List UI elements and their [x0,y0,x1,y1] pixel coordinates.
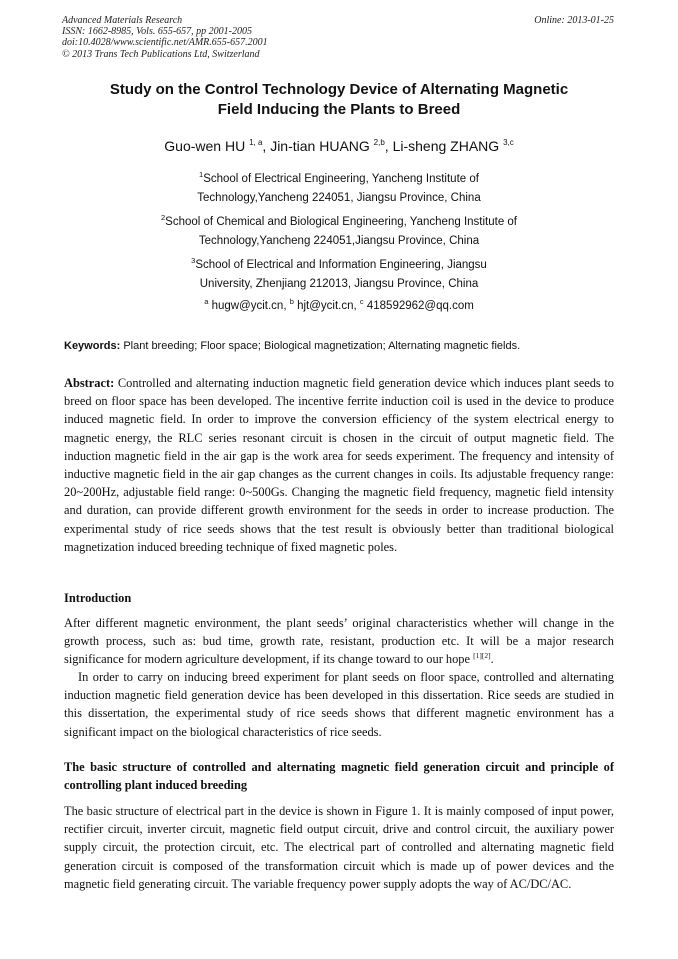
title-line-2: Field Inducing the Plants to Breed [217,101,461,118]
keywords [64,338,624,354]
email-b: hjt@ycit.cn, [297,300,357,312]
affiliation-3 [64,256,614,294]
email-c-sup: c [359,297,364,306]
author-2-name: , Jin-tian HUANG [262,138,370,154]
affiliation-2 [64,213,614,251]
section-2-body: The basic structure of electrical part in the device is shown in Figure 1. It is mainly composed of input power, rectifier circuit, inverter circuit, magnetic field output circuit, drive and control circuit, the auxiliary power supply circuit, the protection circuit, etc. The electrical part of controlled and alternating magnetic field generation circuit is composed of the transformation circuit which is made up of power devices and the magnetic field generating circuit. The variable frequency power supply adopts the way of AC/DC/AC. [64,804,614,891]
author-1-name: Guo-wen HU [164,138,246,154]
aff-1-sup: 1 [199,170,204,179]
doi-line: doi:10.4028/www.scientific.net/AMR.655-657.2001 [62,37,268,49]
email-c: 418592962@qq.com [366,300,474,312]
copyright-line: © 2013 Trans Tech Publications Ltd, Switzerland [62,48,260,60]
journal-header [62,15,268,60]
section-2-heading: The basic structure of controlled and alternating magnetic field generation circuit and principle of controlling plant induced breeding [64,760,614,793]
aff-3-line-1: School of Electrical and Information Engineering, Jiangsu [195,259,487,271]
author-2-sup: 2,b [373,138,385,147]
intro-p1-citation: [1][2] [473,651,491,661]
affiliation-1 [64,170,614,208]
keywords-label: Keywords: [64,340,121,352]
introduction-paragraph-1 [64,614,614,669]
abstract-label: Abstract: [64,376,115,390]
title-line-1: Study on the Control Technology Device of Alternating Magnetic [109,81,569,98]
aff-2-line-1: School of Chemical and Biological Engineering, Yancheng Institute of [165,216,517,228]
author-3-sup: 3,c [503,138,514,147]
intro-p1-end: . [490,652,494,667]
aff-2-sup: 2 [161,213,166,222]
introduction-heading: Introduction [64,591,132,605]
paper-title [64,80,614,120]
keywords-text: Plant breeding; Floor space; Biological magnetization; Alternating magnetic fields. [123,340,521,352]
author-3-name: , Li-sheng ZHANG [384,138,500,154]
author-emails [64,297,614,316]
intro-p1-text: After different magnetic environment, the plant seeds’ original characteristics whether will change in the growth process, such as: bud time, growth rate, resistant, production etc. It will be a major research significance for modern agriculture development, if its change toward to our hope [64,616,614,667]
aff-2-line-2: Technology,Yancheng 224051,Jiangsu Province, China [198,235,480,247]
aff-1-line-1: School of Electrical Engineering, Yancheng Institute of [203,173,479,185]
aff-3-sup: 3 [191,256,196,265]
email-a-sup: a [204,297,209,306]
introduction-paragraph-2: In order to carry on inducing breed experiment for plant seeds on floor space, controlled and alternating induction magnetic field generation device has been developed in this dissertation. Rice seeds are studied in this dissertation, the experimental study of rice seeds shows that different magnetic environment has a significant impact on the biological characteristics of rice seeds. [64,670,614,739]
online-date: Online: 2013-01-25 [534,15,614,26]
email-a: hugw@ycit.cn, [211,300,287,312]
email-b-sup: b [289,297,294,306]
aff-1-line-2: Technology,Yancheng 224051, Jiangsu Province, China [197,192,481,204]
abstract [64,374,614,556]
journal-name: Advanced Materials Research [62,15,183,26]
aff-3-line-2: University, Zhenjiang 212013, Jiangsu Province, China [199,278,479,290]
author-1-sup: 1, a [249,138,263,147]
abstract-text: Controlled and alternating induction magnetic field generation device which induces plant seeds to breed on floor space has been developed. The incentive ferrite induction coil is used in the device to produce induced magnetic field. In order to improve the conversion efficiency of the system electrical energy to magnetic energy, the RLC series resonant circuit is chosen in the circuit of output magnetic field. The induction magnetic field in the air gap is the work area for seeds experiment. The frequency and intensity of inductive magnetic field in the air gap changes as the current changes in coils. Its adjustable frequency range: 20~200Hz, adjustable field range: 0~500Gs. Changing the magnetic field frequency, magnetic field intensity and duration, can provide different growth environment for the seeds in order to increase production. The experimental study of rice seeds shows that the test result is obviously better than traditional biological magnetization induced breeding technique of fixed magnetic poles. [64,376,615,554]
issn-line: ISSN: 1662-8985, Vols. 655-657, pp 2001-2005 [62,26,252,38]
author-list [64,137,614,155]
